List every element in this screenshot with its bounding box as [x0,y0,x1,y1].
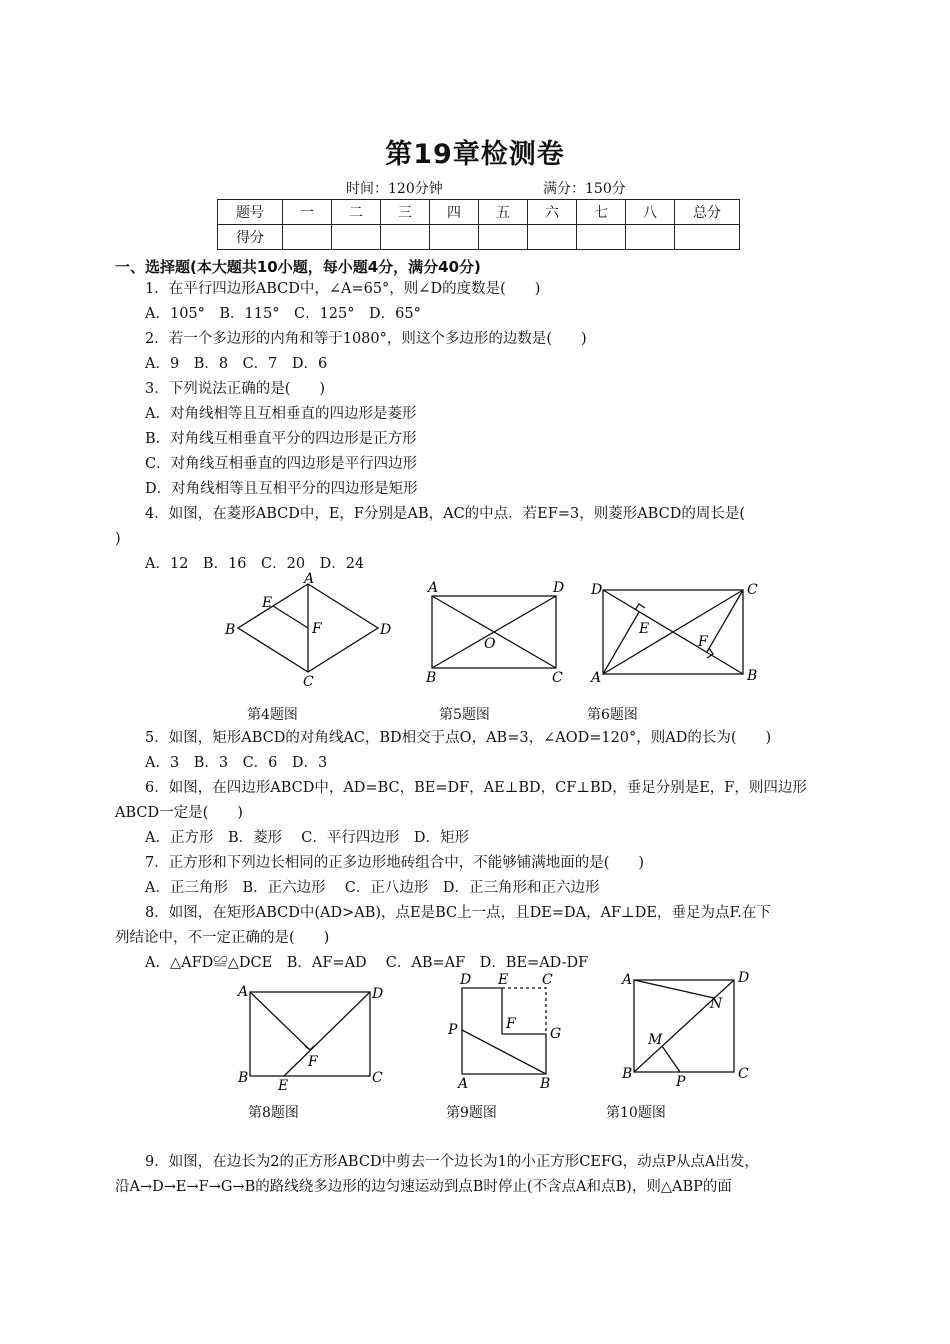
question-8: 8．如图，在矩形ABCD中(AD>AB)，点E是BC上一点，且DE=DA，AF⊥DE，垂足为点F.在下 [145,905,771,921]
score-cell[interactable] [430,225,479,250]
section-heading-choice: 一、选择题(本大题共10小题，每小题4分，满分40分) [115,258,481,276]
fig5-label: C [552,670,563,686]
question-3-option-b: B．对角线互相垂直平分的四边形是正方形 [145,431,417,447]
fig6-label: A [591,670,602,686]
fig10-label: C [738,1066,749,1082]
score-cell[interactable] [332,225,381,250]
figure-6-quadrilateral [585,576,765,688]
fig5-label: A [428,580,439,596]
time-limit: 时间：120分钟 [346,181,443,197]
fig5-label: B [426,670,437,686]
score-header-cell: 五 [479,200,528,225]
fig5-label: O [484,636,496,652]
fig4-label: A [304,572,315,587]
figure-caption: 第6题图 [587,707,638,723]
question-5: 5．如图，矩形ABCD的对角线AC，BD相交于点O，AB=3，∠AOD=120°，则AD的长为( ) [145,730,772,746]
fig5-label: D [553,580,565,596]
score-header-cell: 题号 [218,200,283,225]
fig9-label: C [542,972,553,988]
fig10-label: B [622,1066,633,1082]
figure-caption: 第8题图 [248,1105,299,1121]
figure-9-square [444,970,574,1092]
fig8-label: C [372,1070,383,1086]
fig8-label: D [372,986,384,1002]
question-3-option-a: A．对角线相等且互相垂直的四边形是菱形 [145,406,417,422]
fig9-label: D [460,972,472,988]
score-table-score-row [218,225,740,250]
question-6: 6．如图，在四边形ABCD中，AD=BC，BE=DF，AE⊥BD，CF⊥BD，垂足分别是E，F，则四边形 [145,780,807,796]
question-4-continued: ) [115,531,121,547]
fig9-label: A [458,1076,469,1092]
fig9-label: B [540,1076,551,1092]
figure-caption: 第4题图 [247,707,298,723]
score-table-header-row [218,200,740,225]
question-9-continued: 沿A→D→E→F→G→B的路线绕多边形的边匀速运动到点B时停止(不含点A和点B)，则△ABP的面 [115,1179,732,1195]
question-7: 7．正方形和下列边长相同的正多边形地砖组合中，不能够铺满地面的是( ) [145,855,645,871]
fig9-label: E [498,972,509,988]
fig8-label: F [308,1054,318,1070]
question-9: 9．如图，在边长为2的正方形ABCD中剪去一个边长为1的小正方形CEFG，动点P从点A出发， [145,1154,759,1170]
fig6-label: D [591,582,603,598]
score-row-label: 得分 [218,225,283,250]
fig6-label: B [747,668,758,684]
fig6-label: C [747,582,758,598]
fig10-label: A [622,972,633,988]
fig10-label: D [738,970,750,986]
fig9-label: P [448,1022,458,1038]
fig4-label: E [262,595,273,611]
fig8-label: B [238,1070,249,1086]
question-5-options: A．3 B．3 C．6 D．3 [145,755,328,771]
fig9-label: F [506,1016,516,1032]
question-3-option-c: C．对角线互相垂直的四边形是平行四边形 [145,456,418,472]
score-header-cell: 二 [332,200,381,225]
score-header-cell: 三 [381,200,430,225]
fig9-label: G [550,1026,562,1042]
score-cell[interactable] [528,225,577,250]
score-table [217,199,740,250]
question-3-option-d: D．对角线相等且互相平分的四边形是矩形 [145,481,418,497]
fig4-label: D [380,622,392,638]
question-2: 2．若一个多边形的内角和等于1080°，则这个多边形的边数是( ) [145,331,587,347]
score-cell[interactable] [577,225,626,250]
score-header-cell: 一 [283,200,332,225]
fig10-label: M [648,1032,663,1048]
score-header-cell: 总分 [675,200,740,225]
question-2-options: A．9 B．8 C．7 D．6 [145,356,328,372]
figure-8-rectangle [232,980,392,1092]
score-cell[interactable] [381,225,430,250]
fig6-label: F [698,634,708,650]
fig8-label: A [238,984,249,1000]
question-6-continued: ABCD一定是( ) [115,805,243,821]
score-cell[interactable] [626,225,675,250]
figure-caption: 第5题图 [439,707,490,723]
figure-5-rectangle [420,576,575,688]
question-1: 1．在平行四边形ABCD中，∠A=65°，则∠D的度数是( ) [145,281,541,297]
figure-4-rhombus [220,572,400,690]
question-3: 3．下列说法正确的是( ) [145,381,326,397]
question-1-options: A．105° B．115° C．125° D．65° [145,306,421,322]
fig10-label: N [710,996,723,1012]
question-7-options: A．正三角形 B．正六边形 C．正八边形 D．正三角形和正六边形 [145,880,600,896]
score-cell[interactable] [675,225,740,250]
question-4-options: A．12 B．16 C．20 D．24 [145,556,365,572]
score-header-cell: 四 [430,200,479,225]
score-cell[interactable] [283,225,332,250]
full-score: 满分：150分 [543,181,626,197]
question-4: 4．如图，在菱形ABCD中，E，F分别是AB，AC的中点．若EF=3，则菱形ABCD的周长是( [145,506,745,522]
score-header-cell: 七 [577,200,626,225]
fig4-label: F [312,621,322,637]
fig6-label: E [639,621,650,637]
question-8-options: A．△AFD≌△DCE B．AF=AD C．AB=AF D．BE=AD-DF [145,955,589,971]
fig4-label: C [303,674,314,690]
score-cell[interactable] [479,225,528,250]
question-8-continued: 列结论中，不一定正确的是( ) [115,930,330,946]
figure-10-square [616,966,756,1092]
question-6-options: A．正方形 B．菱形 C．平行四边形 D．矩形 [145,830,469,846]
score-header-cell: 八 [626,200,675,225]
score-header-cell: 六 [528,200,577,225]
figure-caption: 第10题图 [606,1105,666,1121]
fig10-label: P [676,1074,686,1090]
page-title: 第19章检测卷 [385,139,565,170]
figure-caption: 第9题图 [446,1105,497,1121]
fig4-label: B [225,622,236,638]
fig8-label: E [278,1078,289,1092]
